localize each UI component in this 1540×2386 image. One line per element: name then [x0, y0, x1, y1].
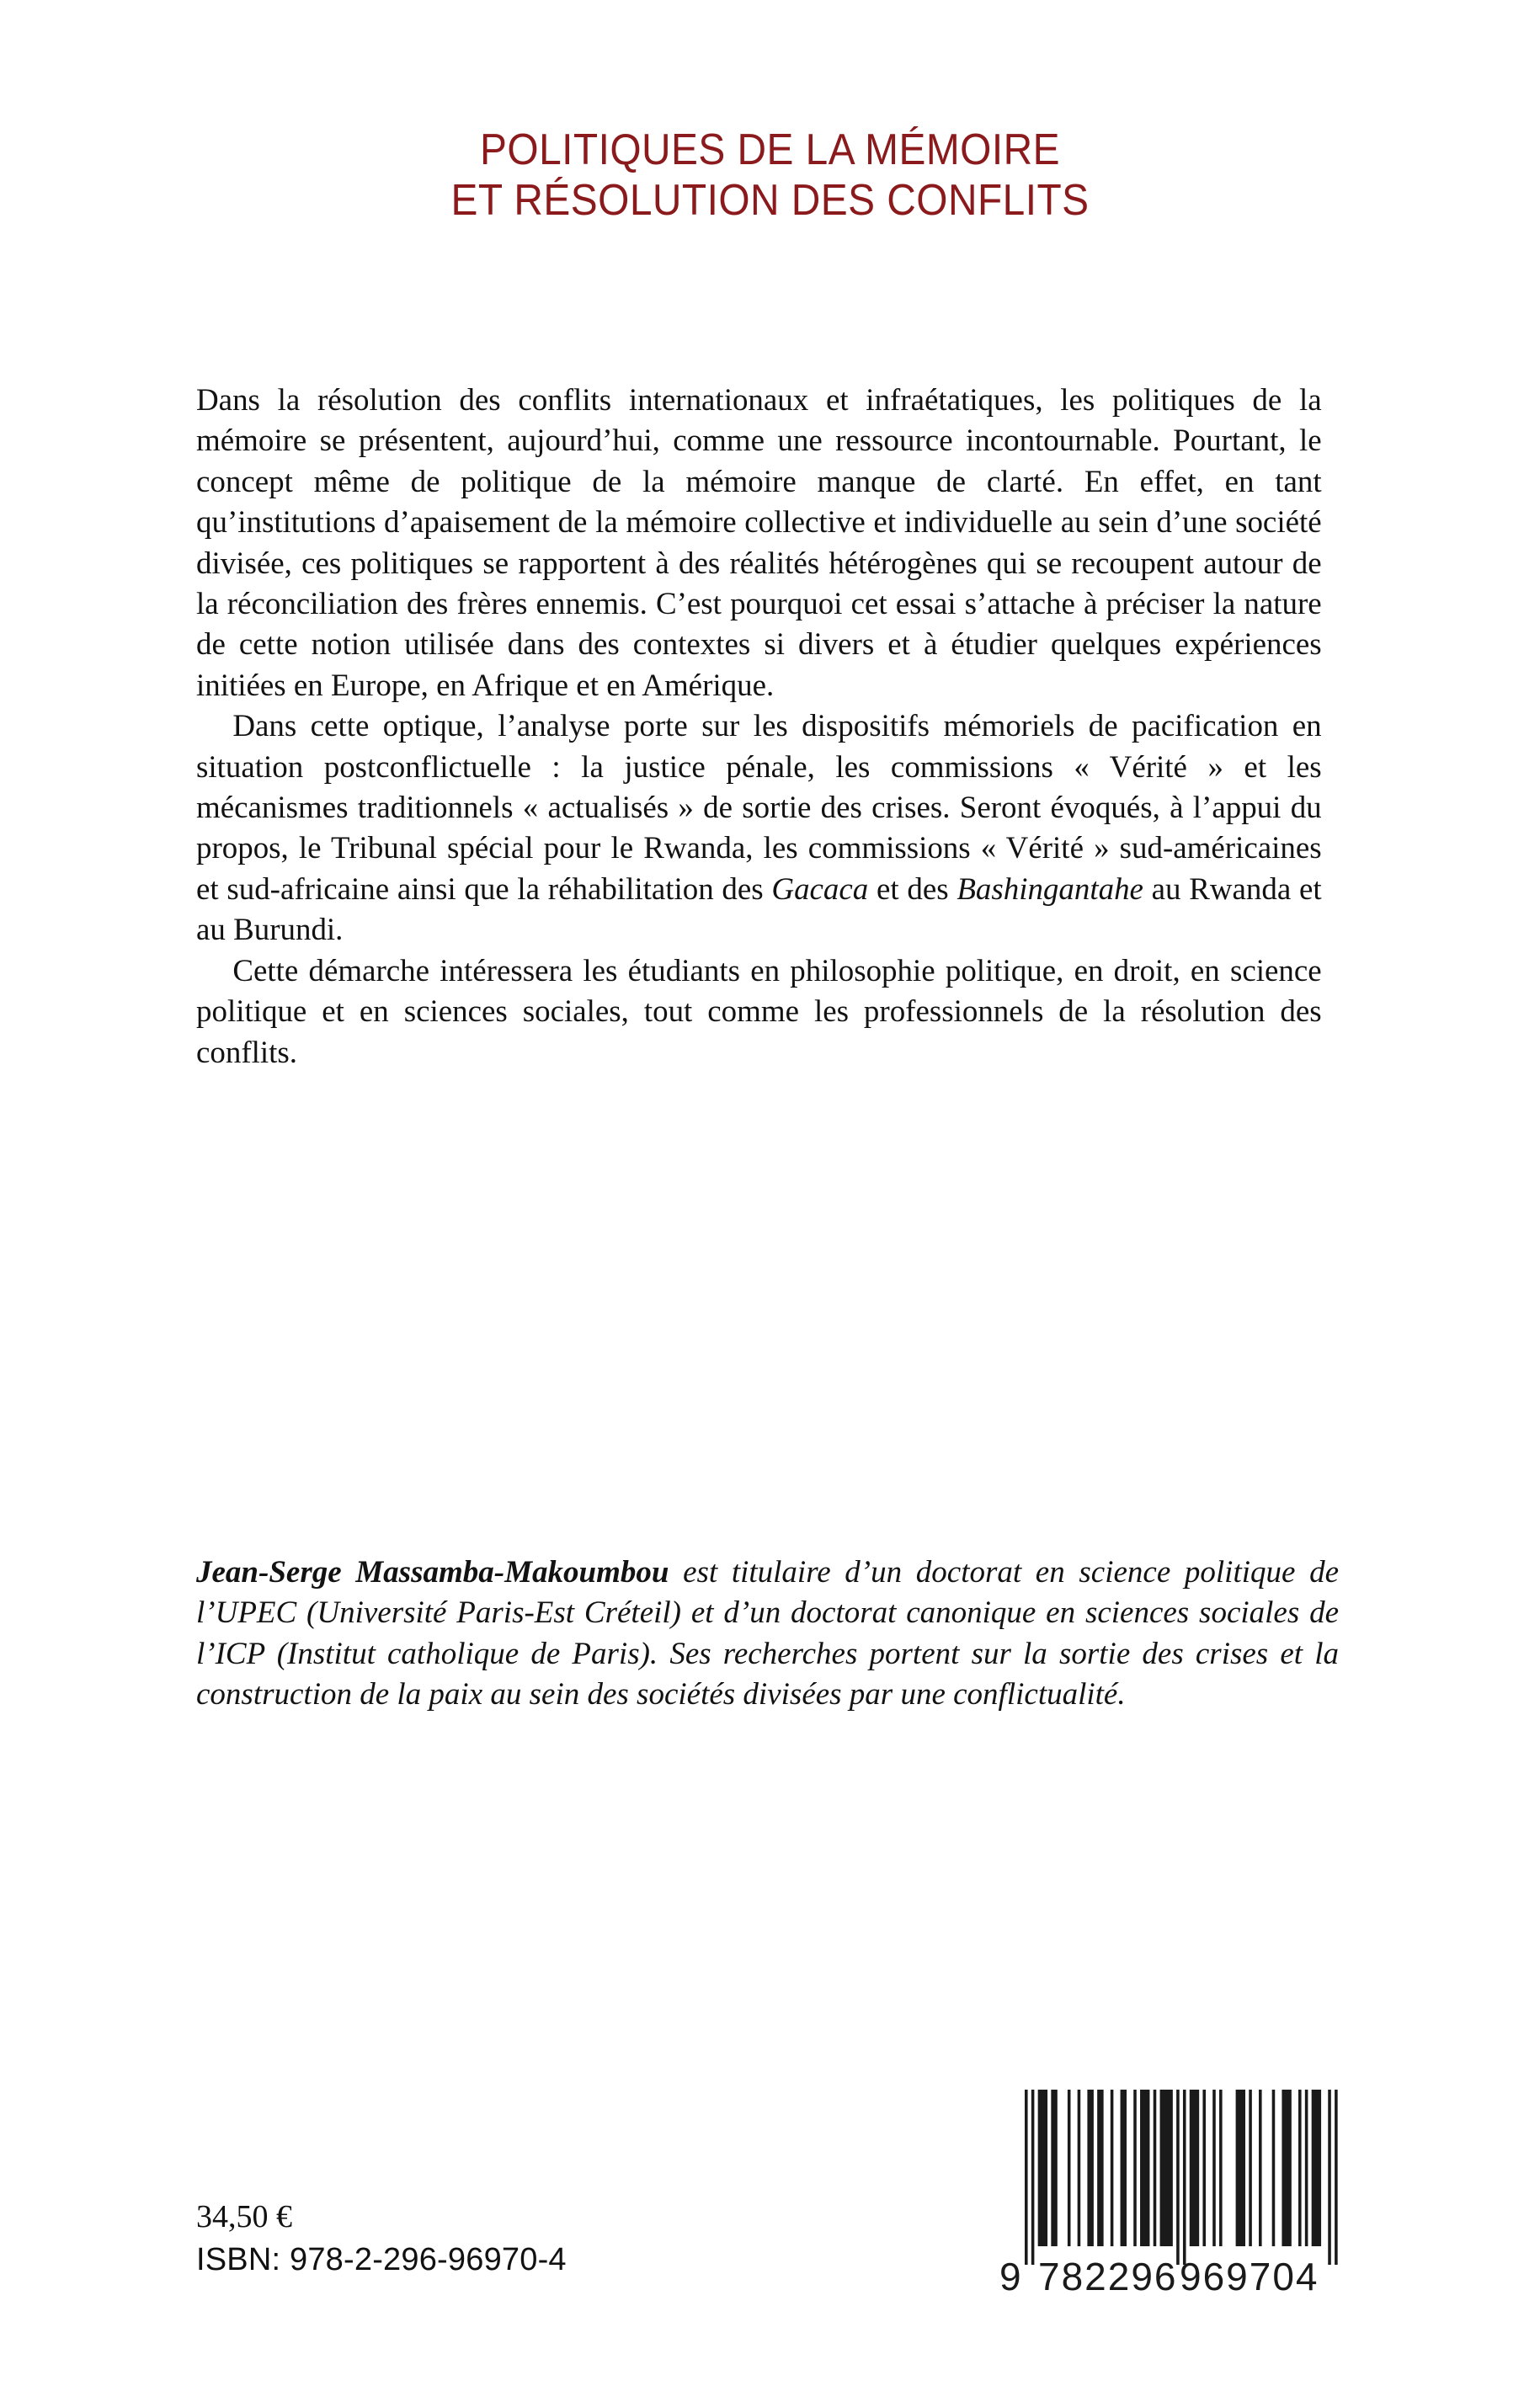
author-name: Jean-Serge Massamba-Makoumbou — [196, 1555, 669, 1590]
author-bio-text: est titulaire d’un doctorat en science politique de l’UPEC (Université Paris-Est Créteil) et d’un doctorat canonique en sciences sociales de l’ICP (Institut catholique de Paris). Ses recherches portent sur la sortie des crises et la construction de la paix au sein des sociétés divisées par une conflictualité. — [196, 1555, 1339, 1712]
blurb-paragraph-3: Cette démarche intéressera les étudiants en philosophie politique, en droit, en science politique et en sciences sociales, tout comme les professionnels de la résolution des conflits. — [196, 953, 1322, 1070]
price-label: 34,50 € — [196, 2199, 292, 2234]
author-bio-paragraph — [196, 1552, 1339, 1716]
isbn-label: ISBN: 978-2-296-96970-4 — [196, 2242, 567, 2277]
page-title — [0, 125, 1540, 226]
barcode-ean13-graphic — [998, 2080, 1345, 2294]
blurb-p2-italic-bashingantahe: Bashingantahe — [957, 871, 1143, 907]
blurb-p2-italic-gacaca: Gacaca — [771, 871, 869, 907]
title-line-1: POLITIQUES DE LA MÉMOIRE — [480, 125, 1060, 174]
footer-identifiers — [196, 2196, 836, 2282]
author-bio — [196, 1552, 1339, 1716]
barcode — [998, 2080, 1345, 2294]
blurb-p2-segment-2: et des — [868, 871, 957, 907]
blurb-paragraph-2 — [196, 706, 1322, 951]
blurb-text — [196, 381, 1339, 1073]
blurb-p2-segment-1: Dans cette optique, l’analyse porte sur les dispositifs mémoriels de pacification en situation postconflictuelle : la justice pénale, les commissions « Vérité » et les mécanismes traditionnels « actualisés » de sortie des crises. Seront évoqués, à l’appui du propos, le Tribunal spécial pour le Rwanda, les commissions « Vérité » sud-américaines et sud-africaine ainsi que la réhabilitation des — [196, 709, 1322, 907]
barcode-digits-group-1: 782296 — [1038, 2255, 1178, 2294]
barcode-digit-leading: 9 — [999, 2255, 1023, 2294]
blurb-paragraph-1: Dans la résolution des conflits internationaux et infraétatiques, les politiques de la mémoire se présentent, aujourd’hui, comme une ressource incontournable. Pourtant, le concept même de politique de la mémoire manque de clarté. En effet, en tant qu’institutions d’apaisement de la mémoire collective et individuelle au sein d’une société divisée, ces politiques se rapportent à des réalités hétérogènes qui se recoupent autour de la réconciliation des frères ennemis. C’est pourquoi cet essai s’attache à préciser la nature de cette notion utilisée dans des contextes si divers et à étudier quelques expériences initiées en Europe, en Afrique et en Amérique. — [196, 383, 1322, 703]
barcode-digits-group-2: 969704 — [1180, 2255, 1319, 2294]
blurb-p2-segment-3: au Rwanda et au Burundi. — [196, 871, 1322, 948]
title-line-2: ET RÉSOLUTION DES CONFLITS — [450, 176, 1090, 225]
